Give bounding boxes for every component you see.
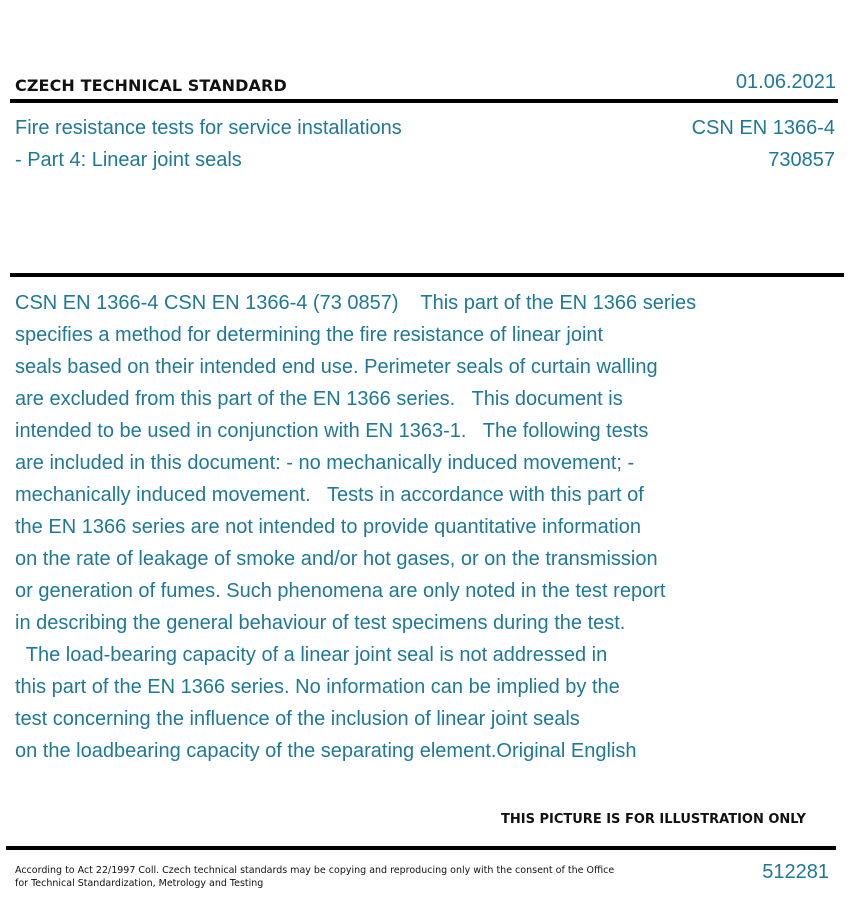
abstract-line: or generation of fumes. Such phenomena are only noted in the test report xyxy=(15,580,666,602)
abstract-line: The load-bearing capacity of a linear joint seal is not addressed in xyxy=(15,644,608,666)
abstract-line: on the loadbearing capacity of the separating element.Original English xyxy=(15,740,637,762)
document-title-line-1: Fire resistance tests for service installations xyxy=(15,117,402,139)
abstract-line: the EN 1366 series are not intended to provide quantitative information xyxy=(15,516,641,538)
abstract-text xyxy=(15,287,775,767)
copyright-notice xyxy=(15,864,615,890)
abstract-line: CSN EN 1366-4 CSN EN 1366-4 (73 0857) This part of the EN 1366 series xyxy=(15,292,697,314)
standard-type-heading: CZECH TECHNICAL STANDARD xyxy=(15,76,287,95)
abstract-line: on the rate of leakage of smoke and/or hot gases, or on the transmission xyxy=(15,548,658,570)
abstract-line: are included in this document: - no mechanically induced movement; - xyxy=(15,452,635,474)
abstract-line: intended to be used in conjunction with EN 1363-1. The following tests xyxy=(15,420,649,442)
abstract-line: this part of the EN 1366 series. No information can be implied by the xyxy=(15,676,620,698)
title-divider xyxy=(10,273,844,277)
header-divider xyxy=(10,99,838,103)
footer-divider xyxy=(6,846,836,850)
document-title-line-2: - Part 4: Linear joint seals xyxy=(15,149,242,171)
abstract-line: mechanically induced movement. Tests in accordance with this part of xyxy=(15,484,644,506)
classification-number: 730857 xyxy=(768,149,835,171)
standard-code: CSN EN 1366-4 xyxy=(691,117,835,139)
abstract-line: are excluded from this part of the EN 1366 series. This document is xyxy=(15,388,623,410)
copyright-notice-line: for Technical Standardization, Metrology and Testing xyxy=(15,878,264,889)
abstract-line: seals based on their intended end use. Perimeter seals of curtain walling xyxy=(15,356,658,378)
document-number: 512281 xyxy=(762,861,829,883)
publication-date: 01.06.2021 xyxy=(735,71,836,93)
illustration-disclaimer: THIS PICTURE IS FOR ILLUSTRATION ONLY xyxy=(501,812,806,827)
abstract-line: specifies a method for determining the fire resistance of linear joint xyxy=(15,324,604,346)
copyright-notice-line: According to Act 22/1997 Coll. Czech technical standards may be copying and reproducing only with the consent of the Office xyxy=(15,865,615,876)
abstract-line: test concerning the influence of the inclusion of linear joint seals xyxy=(15,708,580,730)
abstract-line: in describing the general behaviour of test specimens during the test. xyxy=(15,612,626,634)
